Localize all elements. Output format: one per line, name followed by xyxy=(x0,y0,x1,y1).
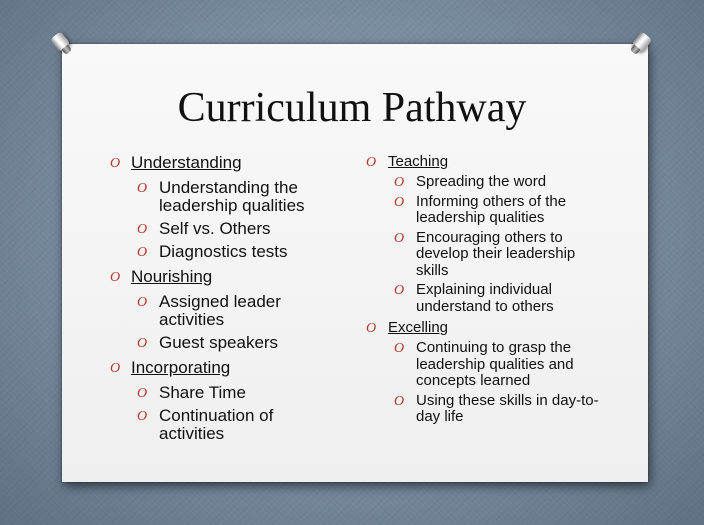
bullet-icon: O xyxy=(137,409,148,424)
subtopic-label: Continuation of activities xyxy=(159,406,274,443)
subtopic xyxy=(110,407,330,443)
bullet-icon: O xyxy=(394,194,405,210)
topic-label: Incorporating xyxy=(131,358,231,377)
bullet-icon: O xyxy=(110,270,121,285)
subtopic-label: Guest speakers xyxy=(159,333,279,352)
bullet-icon: O xyxy=(137,295,148,310)
bullet-icon: O xyxy=(137,336,148,351)
subtopic-label: Understanding the leadership qualities xyxy=(159,178,305,215)
subtopic xyxy=(366,194,606,227)
topic-label: Excelling xyxy=(388,319,449,336)
topic-teaching xyxy=(366,152,606,315)
bullet-icon: O xyxy=(394,283,405,298)
topic-label: Nourishing xyxy=(131,267,213,286)
bullet-icon: O xyxy=(394,341,405,356)
bullet-icon: O xyxy=(110,156,121,171)
bullet-icon: O xyxy=(394,230,405,246)
subtopic-label: Encouraging others to develop their leadership skills xyxy=(416,228,576,279)
left-column xyxy=(110,152,330,448)
bullet-icon: O xyxy=(394,393,405,409)
subtopic xyxy=(110,220,330,238)
subtopic-label: Informing others of the leadership qualities xyxy=(416,192,567,226)
subtopic xyxy=(366,230,606,280)
topic-label: Teaching xyxy=(388,153,449,170)
subtopic-label: Using these skills in day-to-day life xyxy=(416,391,599,425)
bullet-icon: O xyxy=(366,321,377,336)
bullet-icon: O xyxy=(137,222,148,237)
subtopic xyxy=(110,179,330,215)
subtopic xyxy=(366,340,606,390)
bullet-icon: O xyxy=(137,245,148,260)
topic-label: Understanding xyxy=(131,153,242,172)
bullet-icon: O xyxy=(137,181,148,196)
topic-excelling xyxy=(366,318,606,426)
subtopic xyxy=(110,243,330,261)
bullet-icon: O xyxy=(394,175,405,190)
subtopic xyxy=(366,393,606,426)
subtopic xyxy=(110,384,330,402)
subtopic-label: Share Time xyxy=(159,383,246,402)
subtopic xyxy=(110,293,330,329)
subtopic-label: Diagnostics tests xyxy=(159,242,288,261)
subtopic-label: Explaining individual understand to others xyxy=(416,281,554,315)
topic-incorporating xyxy=(110,357,330,443)
bullet-icon: O xyxy=(137,386,148,401)
subtopic-label: Continuing to grasp the leadership qualities and concepts learned xyxy=(416,339,574,389)
subtopic xyxy=(110,334,330,352)
bullet-icon: O xyxy=(366,155,377,170)
right-column xyxy=(366,152,606,429)
topic-nourishing xyxy=(110,266,330,352)
subtopic-label: Assigned leader activities xyxy=(159,292,281,329)
subtopic xyxy=(366,174,606,191)
subtopic-label: Spreading the word xyxy=(416,173,547,190)
slide-title: Curriculum Pathway xyxy=(177,85,527,131)
subtopic-label: Self vs. Others xyxy=(159,219,271,238)
topic-understanding xyxy=(110,152,330,261)
bullet-icon: O xyxy=(110,361,121,376)
subtopic xyxy=(366,282,606,315)
